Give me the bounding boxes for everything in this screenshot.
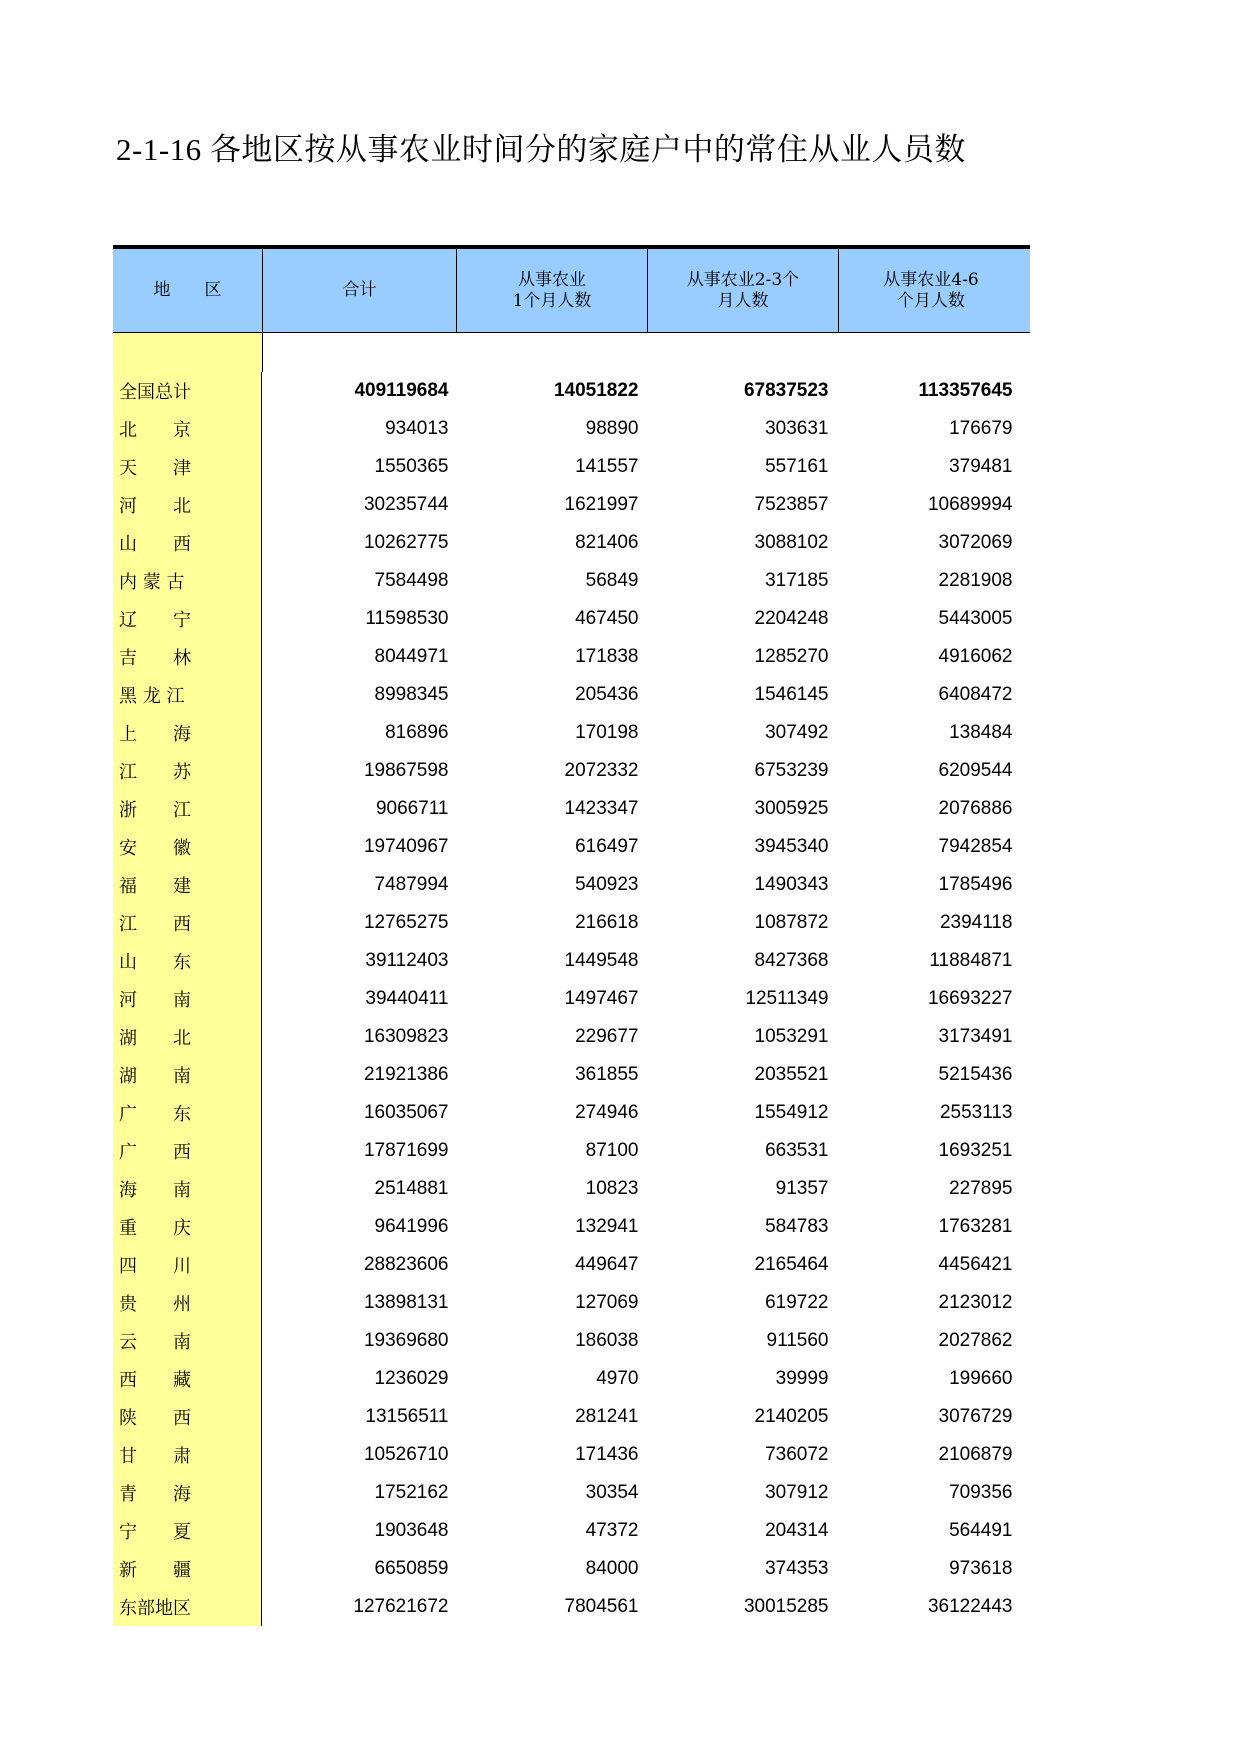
value-cell: 186038 [575, 1330, 639, 1351]
value-cell: 1053291 [754, 1026, 829, 1047]
region-cell: 全国总计 [113, 372, 262, 410]
value-cell: 1087872 [754, 912, 829, 933]
table-row [113, 942, 1030, 980]
value-cell: 138484 [949, 722, 1013, 743]
region-cell: 西 藏 [113, 1360, 262, 1398]
value-cell: 557161 [765, 456, 829, 477]
region-cell: 安 徽 [113, 828, 262, 866]
value-cell: 132941 [575, 1216, 639, 1237]
value-cell: 2553113 [939, 1102, 1013, 1123]
value-cell: 374353 [765, 1558, 829, 1579]
value-cell: 67837523 [743, 380, 829, 401]
table-row [113, 524, 1030, 562]
table-row [113, 486, 1030, 524]
region-cell: 辽 宁 [113, 600, 262, 638]
value-cell: 28823606 [363, 1254, 449, 1275]
header-2-3-months: 从事农业2-3个 月人数 [647, 249, 838, 332]
region-cell: 东部地区 [113, 1588, 262, 1626]
region-cell: 山 东 [113, 942, 262, 980]
value-cell: 409119684 [354, 380, 449, 401]
table-row [113, 1170, 1030, 1208]
table-row [113, 600, 1030, 638]
value-cell: 616497 [575, 836, 639, 857]
table-row [113, 1398, 1030, 1436]
value-cell: 584783 [765, 1216, 829, 1237]
region-cell: 浙 江 [113, 790, 262, 828]
region-cell: 河 南 [113, 980, 262, 1018]
region-cell: 广 西 [113, 1132, 262, 1170]
region-cell: 贵 州 [113, 1284, 262, 1322]
value-cell: 361855 [575, 1064, 639, 1085]
value-cell: 1490343 [754, 874, 829, 895]
value-cell: 307492 [765, 722, 829, 743]
region-cell: 内 蒙 古 [113, 562, 262, 600]
region-cell: 天 津 [113, 448, 262, 486]
table-row [113, 1436, 1030, 1474]
value-cell: 911560 [766, 1330, 829, 1351]
region-cell: 北 京 [113, 410, 262, 448]
value-cell: 2204248 [754, 608, 829, 629]
value-cell: 317185 [765, 570, 829, 591]
value-cell: 4970 [596, 1368, 639, 1389]
value-cell: 307912 [765, 1482, 829, 1503]
region-cell: 云 南 [113, 1322, 262, 1360]
value-cell: 19740967 [363, 836, 449, 857]
table-row [113, 1246, 1030, 1284]
value-cell: 47372 [585, 1520, 639, 1541]
region-cell: 湖 北 [113, 1018, 262, 1056]
value-cell: 176679 [949, 418, 1013, 439]
region-cell: 四 川 [113, 1246, 262, 1284]
region-cell: 青 海 [113, 1474, 262, 1512]
table-row [113, 1512, 1030, 1550]
value-cell: 5215436 [938, 1064, 1013, 1085]
value-cell: 3173491 [938, 1026, 1013, 1047]
value-cell: 30015285 [743, 1596, 829, 1617]
value-cell: 113357645 [918, 380, 1013, 401]
value-cell: 127621672 [353, 1596, 449, 1617]
value-cell: 12511349 [745, 988, 829, 1009]
value-cell: 13898131 [363, 1292, 449, 1313]
value-cell: 19867598 [363, 760, 449, 781]
table-row [113, 372, 1030, 410]
value-cell: 227895 [949, 1178, 1013, 1199]
value-cell: 2027862 [938, 1330, 1013, 1351]
region-cell: 黑 龙 江 [113, 676, 262, 714]
value-cell: 56849 [585, 570, 639, 591]
value-cell: 17871699 [363, 1140, 449, 1161]
table-row [113, 448, 1030, 486]
header-1-month: 从事农业 1个月人数 [456, 249, 647, 332]
value-cell: 39440411 [365, 988, 449, 1009]
value-cell: 303631 [765, 418, 829, 439]
value-cell: 1236029 [374, 1368, 449, 1389]
table-header [113, 249, 1030, 333]
value-cell: 7523857 [754, 494, 829, 515]
value-cell: 821406 [575, 532, 639, 553]
table-body [113, 333, 1030, 1626]
value-cell: 934013 [385, 418, 449, 439]
value-cell: 1554912 [754, 1102, 829, 1123]
region-cell: 吉 林 [113, 638, 262, 676]
value-cell: 1550365 [374, 456, 449, 477]
value-cell: 39999 [775, 1368, 829, 1389]
table-row [113, 714, 1030, 752]
value-cell: 7584498 [374, 570, 449, 591]
table-row [113, 828, 1030, 866]
table-row [113, 1474, 1030, 1512]
value-cell: 663531 [765, 1140, 829, 1161]
value-cell: 7487994 [374, 874, 449, 895]
value-cell: 10689994 [927, 494, 1013, 515]
table-row [113, 790, 1030, 828]
value-cell: 9066711 [375, 798, 449, 819]
value-cell: 2106879 [938, 1444, 1013, 1465]
value-cell: 2514881 [374, 1178, 449, 1199]
value-cell: 84000 [585, 1558, 639, 1579]
value-cell: 10526710 [363, 1444, 449, 1465]
value-cell: 30235744 [363, 494, 449, 515]
value-cell: 3076729 [938, 1406, 1013, 1427]
value-cell: 4916062 [938, 646, 1013, 667]
value-cell: 205436 [575, 684, 639, 705]
value-cell: 229677 [575, 1026, 639, 1047]
table-row [113, 752, 1030, 790]
table-row [113, 904, 1030, 942]
region-cell: 河 北 [113, 486, 262, 524]
region-cell: 江 西 [113, 904, 262, 942]
table-row [113, 562, 1030, 600]
region-cell: 上 海 [113, 714, 262, 752]
value-cell: 564491 [949, 1520, 1013, 1541]
table-row [113, 1588, 1030, 1626]
header-total: 合计 [262, 249, 456, 332]
region-cell: 陕 西 [113, 1398, 262, 1436]
value-cell: 21921386 [363, 1064, 449, 1085]
table-row [113, 980, 1030, 1018]
value-cell: 1621997 [564, 494, 639, 515]
table-row [113, 866, 1030, 904]
value-cell: 1693251 [938, 1140, 1013, 1161]
value-cell: 2123012 [938, 1292, 1013, 1313]
value-cell: 449647 [575, 1254, 639, 1275]
header-4-6-months: 从事农业4-6 个月人数 [838, 249, 1023, 332]
value-cell: 619722 [765, 1292, 829, 1313]
value-cell: 16309823 [363, 1026, 449, 1047]
region-cell: 福 建 [113, 866, 262, 904]
table-row [113, 1018, 1030, 1056]
value-cell: 1285270 [754, 646, 829, 667]
region-spacer [113, 333, 263, 372]
value-cell: 5443005 [938, 608, 1013, 629]
value-cell: 3088102 [754, 532, 829, 553]
table-row [113, 676, 1030, 714]
region-cell: 宁 夏 [113, 1512, 262, 1550]
region-cell: 湖 南 [113, 1056, 262, 1094]
region-cell: 甘 肃 [113, 1436, 262, 1474]
value-cell: 7804561 [564, 1596, 639, 1617]
region-cell: 重 庆 [113, 1208, 262, 1246]
value-cell: 10823 [585, 1178, 639, 1199]
value-cell: 1903648 [374, 1520, 449, 1541]
value-cell: 13156511 [365, 1406, 449, 1427]
value-cell: 11598530 [365, 608, 449, 629]
value-cell: 1546145 [754, 684, 829, 705]
value-cell: 8427368 [754, 950, 829, 971]
table-row [113, 1284, 1030, 1322]
value-cell: 540923 [575, 874, 639, 895]
value-cell: 2035521 [754, 1064, 829, 1085]
value-cell: 36122443 [927, 1596, 1013, 1617]
value-cell: 19369680 [363, 1330, 449, 1351]
value-cell: 98890 [585, 418, 639, 439]
header-region: 地 区 [153, 280, 222, 300]
value-cell: 10262775 [363, 532, 449, 553]
header-spacer [113, 333, 1030, 372]
value-cell: 467450 [575, 608, 639, 629]
value-cell: 2076886 [938, 798, 1013, 819]
value-cell: 16035067 [363, 1102, 449, 1123]
value-cell: 274946 [575, 1102, 639, 1123]
table-row [113, 638, 1030, 676]
value-cell: 6650859 [374, 1558, 449, 1579]
value-cell: 39112403 [365, 950, 449, 971]
value-cell: 199660 [949, 1368, 1013, 1389]
value-cell: 127069 [575, 1292, 639, 1313]
table-row [113, 1208, 1030, 1246]
value-cell: 8044971 [374, 646, 449, 667]
value-cell: 1449548 [564, 950, 639, 971]
region-cell: 广 东 [113, 1094, 262, 1132]
table-row [113, 1550, 1030, 1588]
value-cell: 1423347 [564, 798, 639, 819]
value-cell: 12765275 [363, 912, 449, 933]
value-cell: 8998345 [374, 684, 449, 705]
value-cell: 379481 [949, 456, 1013, 477]
data-table [113, 245, 1030, 1626]
value-cell: 2394118 [939, 912, 1013, 933]
table-row [113, 1322, 1030, 1360]
value-cell: 2072332 [564, 760, 639, 781]
value-cell: 171436 [575, 1444, 639, 1465]
value-cell: 1785496 [938, 874, 1013, 895]
value-cell: 16693227 [927, 988, 1013, 1009]
value-cell: 816896 [385, 722, 449, 743]
region-cell: 海 南 [113, 1170, 262, 1208]
value-cell: 1497467 [564, 988, 639, 1009]
table-row [113, 1360, 1030, 1398]
value-cell: 30354 [585, 1482, 639, 1503]
value-cell: 6209544 [938, 760, 1013, 781]
table-row [113, 410, 1030, 448]
value-cell: 281241 [575, 1406, 639, 1427]
value-cell: 3005925 [754, 798, 829, 819]
table-row [113, 1056, 1030, 1094]
value-cell: 9641996 [374, 1216, 449, 1237]
value-cell: 170198 [575, 722, 639, 743]
value-cell: 14051822 [553, 380, 639, 401]
value-cell: 1763281 [938, 1216, 1013, 1237]
value-cell: 141557 [575, 456, 639, 477]
value-cell: 216618 [575, 912, 639, 933]
value-cell: 91357 [775, 1178, 829, 1199]
value-cell: 11884871 [929, 950, 1013, 971]
value-cell: 709356 [949, 1482, 1013, 1503]
value-cell: 3072069 [938, 532, 1013, 553]
table-row [113, 1132, 1030, 1170]
value-cell: 6753239 [754, 760, 829, 781]
value-cell: 171838 [575, 646, 639, 667]
value-cell: 2281908 [938, 570, 1013, 591]
value-cell: 3945340 [754, 836, 829, 857]
region-cell: 新 疆 [113, 1550, 262, 1588]
region-cell: 江 苏 [113, 752, 262, 790]
region-cell: 山 西 [113, 524, 262, 562]
value-cell: 1752162 [374, 1482, 449, 1503]
table-row [113, 1094, 1030, 1132]
value-cell: 4456421 [938, 1254, 1013, 1275]
value-cell: 973618 [949, 1558, 1013, 1579]
value-cell: 2165464 [754, 1254, 829, 1275]
value-cell: 87100 [585, 1140, 639, 1161]
value-cell: 6408472 [938, 684, 1013, 705]
page-title: 2-1-16 各地区按从事农业时间分的家庭户中的常住从业人员数 [116, 132, 966, 167]
value-cell: 2140205 [754, 1406, 829, 1427]
value-cell: 7942854 [938, 836, 1013, 857]
value-cell: 736072 [765, 1444, 829, 1465]
value-cell: 204314 [765, 1520, 829, 1541]
